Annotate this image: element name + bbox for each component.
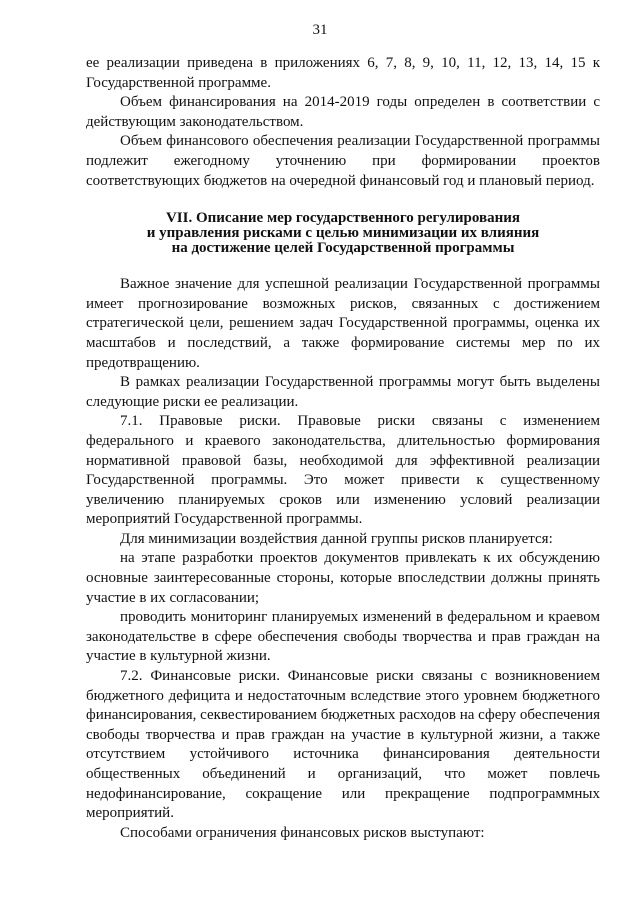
paragraph-legal-mitigation-item: проводить мониторинг планируемых изменений в федеральном и краевом законодательстве в сфере обеспечения свободы творчества и прав граждан на участие в культурной жизни. [86, 609, 600, 665]
paragraph-continuation: ее реализации приведена в приложениях 6, 7, 8, 9, 10, 11, 12, 13, 14, 15 к Государственной программе. [86, 55, 600, 91]
paragraph-legal-mitigation-item: на этапе разработки проектов документов привлекать к их обсуждению основные заинтересованные стороны, которые впоследствии должны принять участие в их согласовании; [86, 550, 600, 606]
body-text [86, 54, 600, 843]
paragraph-financing-adjustment: Объем финансового обеспечения реализации Государственной программы подлежит ежегодному уточнению при формировании проектов соответствующих бюджетов на очередной финансовый год и плановый период. [86, 133, 600, 189]
section-heading-line: VII. Описание мер государственного регулирования [165, 210, 521, 227]
paragraph-legal-risks: 7.1. Правовые риски. Правовые риски связаны с изменением федерального и краевого законодательства, длительностью формирования нормативной правовой базы, необходимой для эффективной реализации Государственной программы. Это может привести к существенному увеличению планируемых сроков или изменению условий реализации мероприятий Государственной программы. [86, 413, 600, 528]
paragraph-risk-importance: Важное значение для успешной реализации Государственной программы имеет прогнозирование возможных рисков, связанных с достижением стратегической цели, решением задач Государственной программы, оценка их масштабов и последствий, а также формирование системы мер по их предотвращению. [86, 276, 600, 371]
paragraph-risk-list-intro: В рамках реализации Государственной программы могут быть выделены следующие риски ее реализации. [86, 374, 600, 410]
paragraph-financing-volume: Объем финансирования на 2014-2019 годы определен в соответствии с действующим законодательством. [86, 94, 600, 130]
page-number: 31 [312, 22, 328, 38]
paragraph-legal-mitigation-intro: Для минимизации воздействия данной группы рисков планируется: [120, 530, 553, 547]
section-heading-line: и управления рисками с целью минимизации их влияния [146, 225, 540, 242]
section-heading [86, 211, 600, 256]
paragraph-financial-mitigation-intro: Способами ограничения финансовых рисков выступают: [120, 824, 485, 841]
paragraph-financial-risks: 7.2. Финансовые риски. Финансовые риски связаны с возникновением бюджетного дефицита и недостаточным вследствие этого уровнем бюджетного финансирования, секвестированием бюджетных расходов на сферу обеспечения свободы творчества и прав граждан на участие в культурной жизни, а также отсутствием устойчивого источника финансирования деятельности общественных объединений и организаций, что может повлечь недофинансирование, сокращение или прекращение подпрограммных мероприятий. [86, 668, 601, 822]
section-heading-line: на достижение целей Государственной программы [171, 240, 515, 257]
